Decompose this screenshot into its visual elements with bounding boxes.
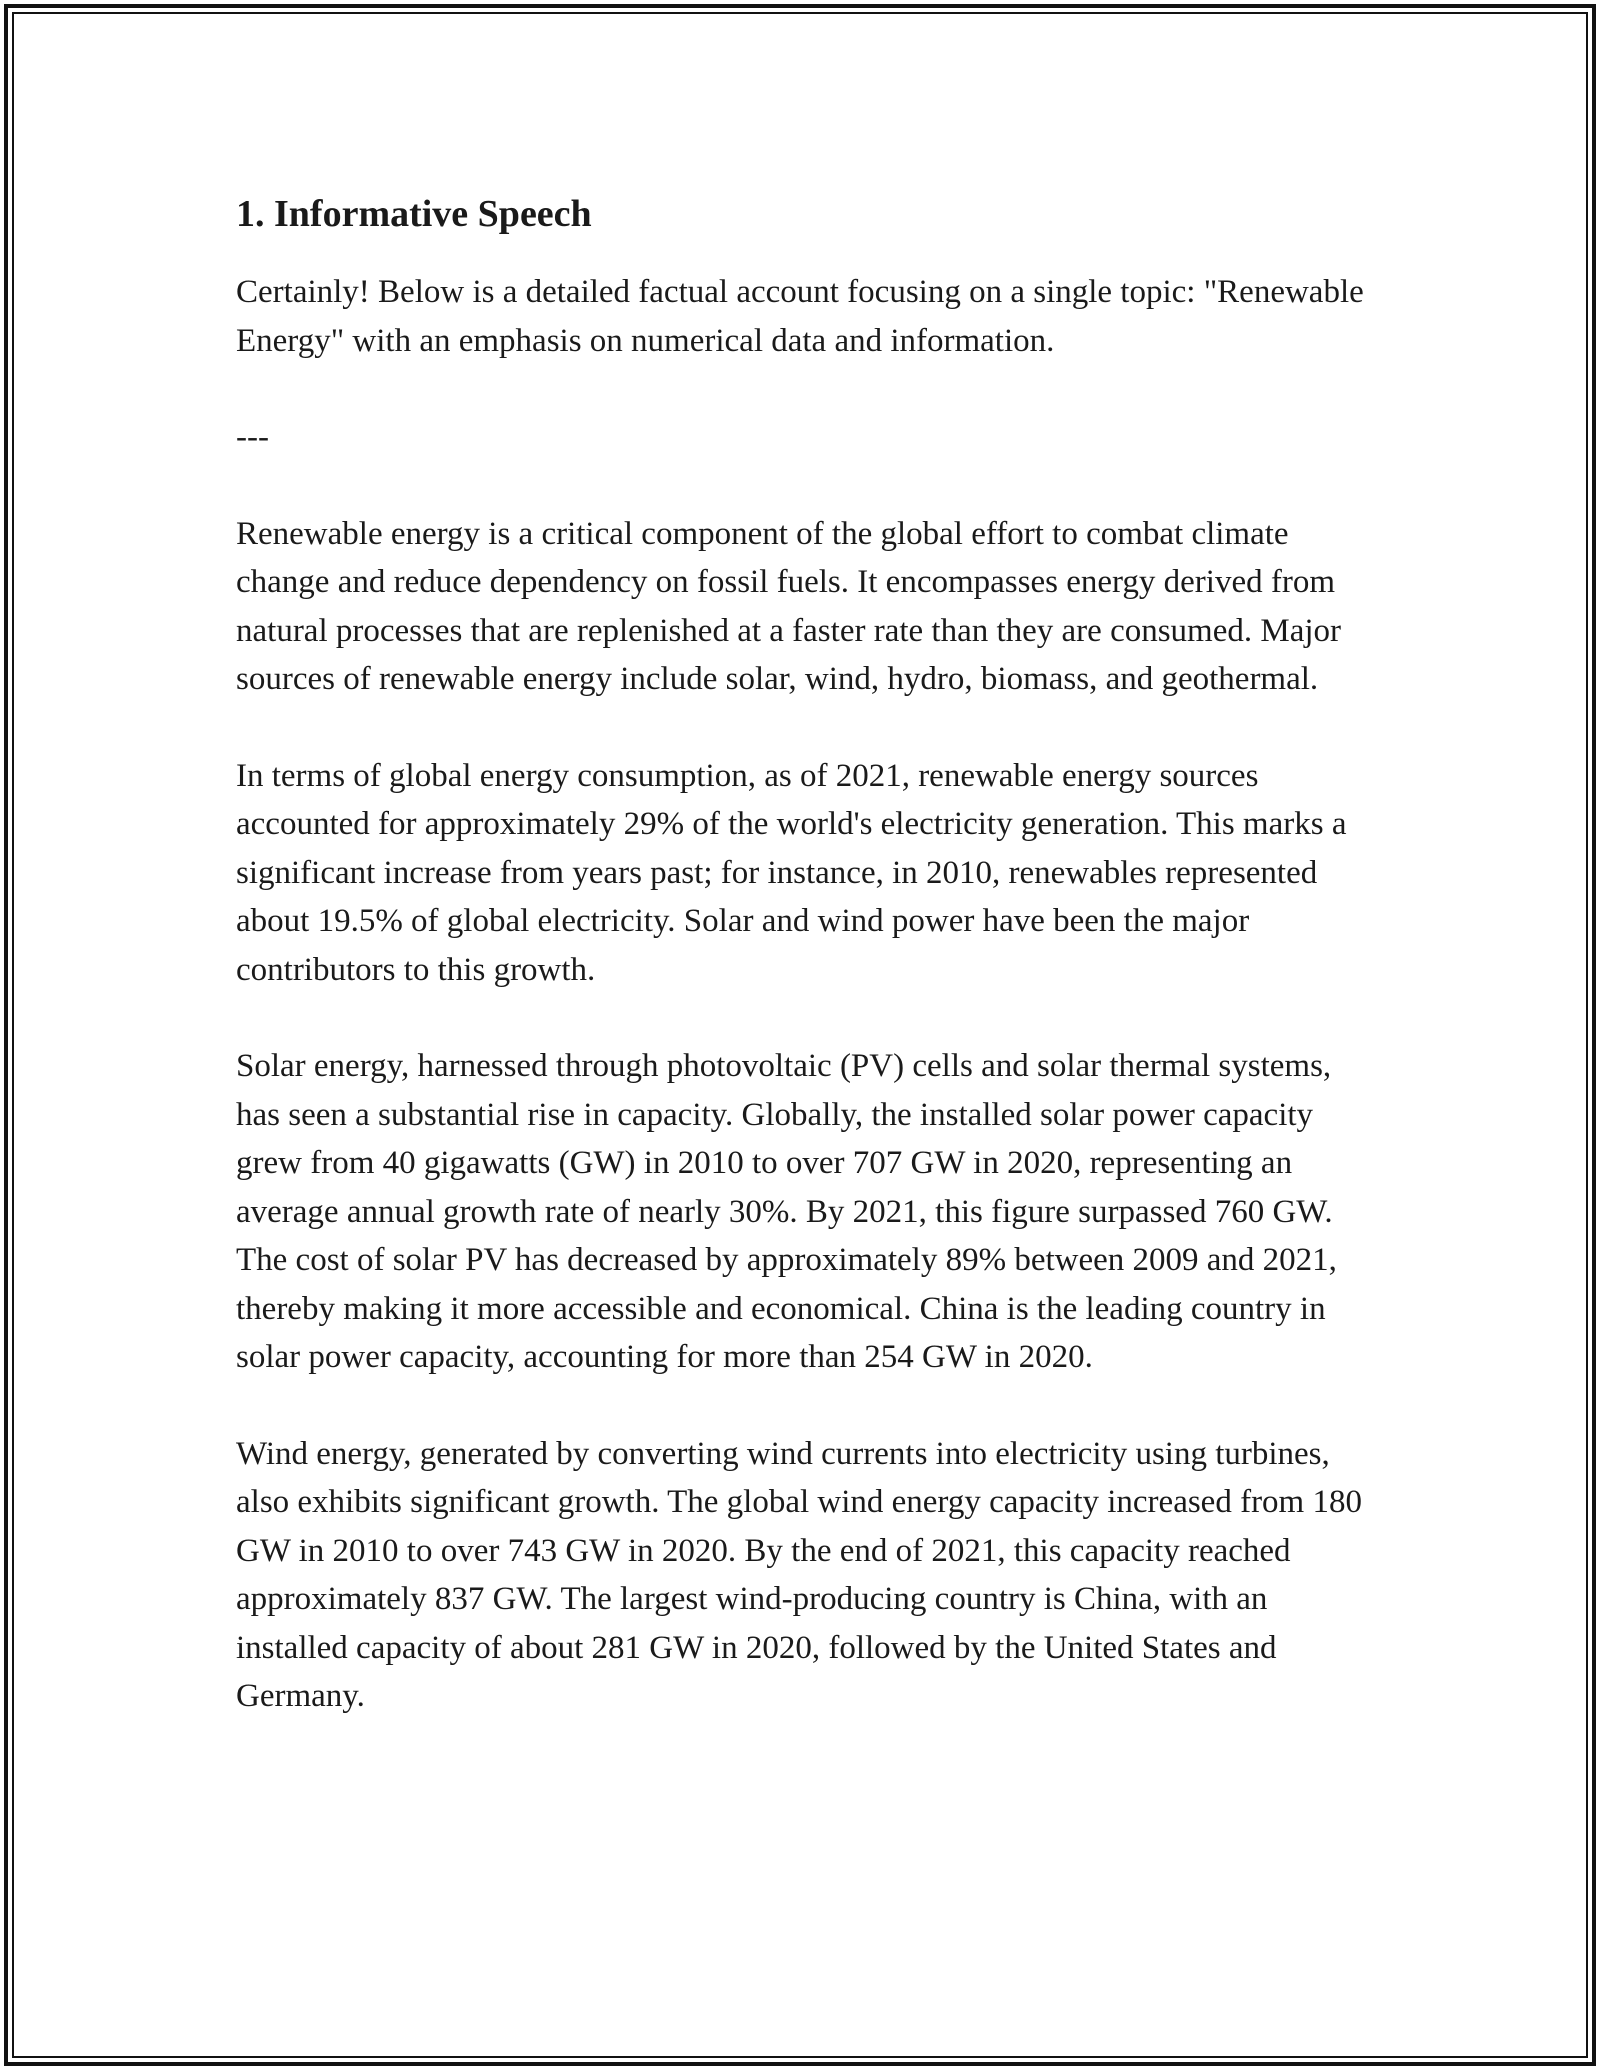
separator-text: --- xyxy=(236,419,269,455)
global-consumption-paragraph: In terms of global energy consumption, as of 2021, renewable energy sources accounted for approximately 29% of the world's electricity generation. This marks a significant increase from years past; for instance, in 2010, renewables represented about 19.5% of global electricity. Solar and wind power have been the major contributors to this growth. xyxy=(236,757,1347,988)
document-body xyxy=(236,186,1376,1769)
document-title: 1. Informative Speech xyxy=(236,193,592,235)
wind-energy-paragraph: Wind energy, generated by converting wind currents into electricity using turbines, also exhibits significant growth. The global wind energy capacity increased from 180 GW in 2010 to over 743 GW in 2020. By the end of 2021, this capacity reached approximately 837 GW. The largest wind-producing country is China, with an installed capacity of about 281 GW in 2020, followed by the United States and Germany. xyxy=(236,1435,1362,1714)
renewable-overview-paragraph: Renewable energy is a critical component of the global effort to combat climate change and reduce dependency on fossil fuels. It encompasses energy derived from natural processes that are replenished at a faster rate than they are consumed. Major sources of renewable energy include solar, wind, hydro, biomass, and geothermal. xyxy=(236,515,1342,697)
solar-energy-paragraph: Solar energy, harnessed through photovoltaic (PV) cells and solar thermal systems, has seen a substantial rise in capacity. Globally, the installed solar power capacity grew from 40 gigawatts (GW) in 2010 to over 707 GW in 2020, representing an average annual growth rate of nearly 30%. By 2021, this figure surpassed 760 GW. The cost of solar PV has decreased by approximately 89% between 2009 and 2021, thereby making it more accessible and economical. China is the leading country in solar power capacity, accounting for more than 254 GW in 2020. xyxy=(236,1048,1337,1375)
intro-paragraph: Certainly! Below is a detailed factual account focusing on a single topic: "Renewable Energy" with an emphasis on numerical data and information. xyxy=(236,274,1364,359)
